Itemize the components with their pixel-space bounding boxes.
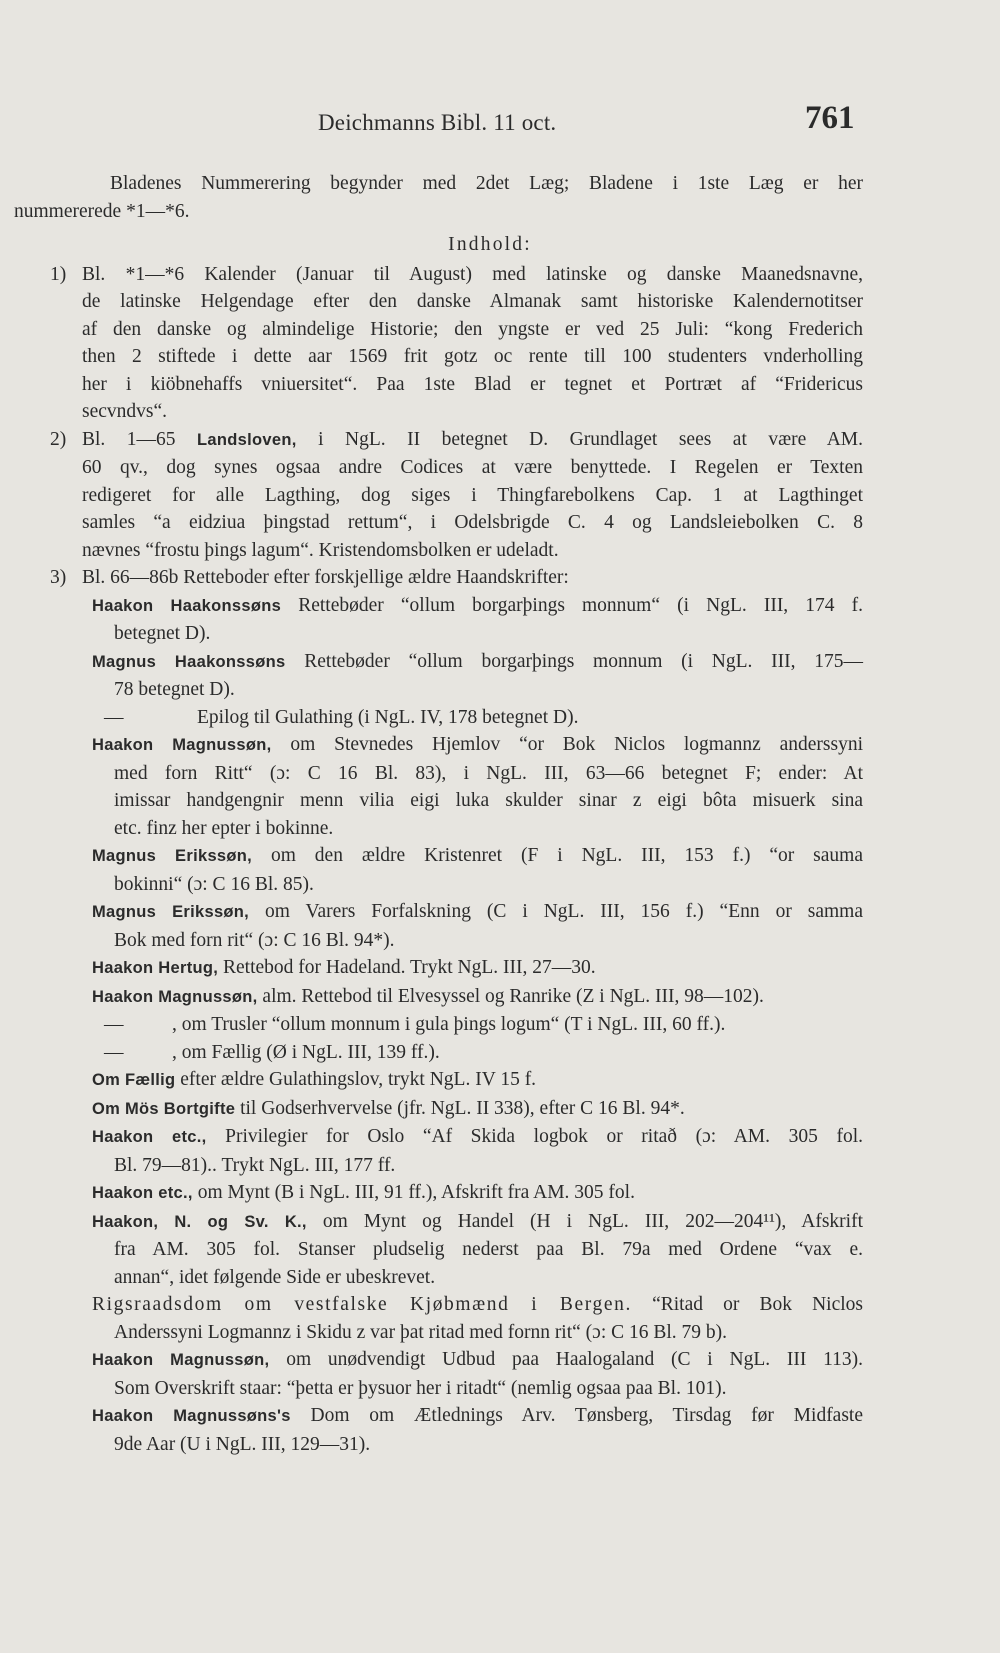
entry-first-line (92, 648, 863, 677)
running-title: Deichmanns Bibl. 11 oct. (318, 110, 557, 135)
item-text-post: i NgL. II betegnet D. Grundlaget sees at være AM. (318, 428, 863, 450)
entry-first-line (92, 704, 863, 732)
entry-continuation-line: bokinni“ (ɔ: C 16 Bl. 85). (114, 873, 314, 895)
contents-item (0, 261, 1000, 426)
entry-text: Dom om Ætlednings Arv. Tønsberg, Tirsdag før Midfaste (310, 1405, 864, 1426)
entry-first-line (92, 1039, 863, 1067)
item-line: Bl. 66—86b Retteboder efter forskjellige ældre Haandskrifter: (82, 567, 569, 588)
entry-text: Rettebod for Hadeland. Trykt NgL. III, 27—30. (223, 957, 596, 978)
item-line: Bl. *1—*6 Kalender (Januar til August) med latinske og danske Maanedsnavne, (82, 263, 863, 285)
item-text-pre: Bl. 1—65 (82, 428, 176, 450)
entry-first-line (92, 983, 863, 1012)
entry-author: Haakon etc., (92, 1184, 193, 1202)
item-line (82, 426, 863, 455)
entry-continuation-line: fra AM. 305 fol. Stanser pludselig nederst paa Bl. 79a med Ordene “vax e. (114, 1239, 863, 1260)
entry-first-line (92, 1291, 863, 1319)
entry-text: , om Trusler “ollum monnum i gula þings logum“ (T i NgL. III, 60 ff.). (172, 1014, 726, 1035)
rettebod-entry (0, 898, 1000, 954)
page-number: 761 (805, 100, 855, 136)
entry-author: Haakon etc., (92, 1128, 207, 1146)
page-body (0, 170, 1000, 1458)
item-text (0, 564, 1000, 592)
entry-first-line (92, 1095, 863, 1124)
entry-text: , om Fællig (Ø i NgL. III, 139 ff.). (172, 1041, 440, 1063)
rettebod-entry (0, 592, 1000, 648)
contents-heading: Indhold: (448, 234, 532, 255)
item-number: 2) (50, 428, 67, 450)
rettebod-entry (0, 1095, 1000, 1124)
entry-text: om Mynt (B i NgL. III, 91 ff.), Afskrift fra AM. 305 fol. (197, 1182, 635, 1203)
rettebod-entry (0, 1346, 1000, 1402)
entry-text: om Varers Forfalskning (C i NgL. III, 156 f.) “Enn or samma (265, 901, 863, 922)
entry-first-line (92, 1123, 863, 1152)
rettebod-entry (0, 1208, 1000, 1292)
entry-spaced-title: Rigsraadsdom om vestfalske Kjøbmænd i Bergen. (92, 1294, 632, 1315)
rettebod-entry (0, 983, 1000, 1012)
item-line: nævnes “frostu þings lagum“. Kristendomsbolken er udeladt. (82, 539, 559, 561)
rettebod-entry (0, 731, 1000, 842)
entry-continuation-line: 78 betegnet D). (114, 679, 235, 700)
entry-first-line (92, 1066, 863, 1095)
rettebod-entry (0, 704, 1000, 732)
item-line: redigeret for alle Lagthing, dog siges i Thingfarebolkens Cap. 1 at Lagthinget (82, 484, 863, 506)
rettebod-entry (0, 954, 1000, 983)
entry-text: Rettebøder “ollum borgarþings monnum“ (i NgL. III, 174 f. (298, 594, 863, 616)
rettebod-entry (0, 648, 1000, 704)
item-number: 3) (50, 567, 67, 588)
entry-text: om den ældre Kristenret (F i NgL. III, 153 f.) “or sauma (270, 845, 863, 866)
rettebod-entry (0, 1291, 1000, 1346)
entry-continuation-line: Bl. 79—81).. Trykt NgL. III, 177 ff. (114, 1154, 396, 1176)
entry-author: Haakon Magnussøn, (92, 736, 272, 754)
rettebod-entry (0, 842, 1000, 898)
entry-continuation-line: imissar handgengnir menn vilia eigi luka skulder sinar z eigi bôta misuerk sina (114, 790, 863, 811)
entry-continuation-line: 9de Aar (U i NgL. III, 129—31). (114, 1433, 371, 1455)
entry-author: Haakon Magnussøn, (92, 1351, 270, 1369)
entry-dash: — (104, 1041, 124, 1063)
contents-item (0, 564, 1000, 592)
entry-text: om Mynt og Handel (H i NgL. III, 202—204¹¹), Afskrift (322, 1210, 864, 1232)
entry-dash: — (104, 706, 124, 728)
entry-continuation-line: etc. finz her epter i bokinne. (114, 817, 334, 839)
entry-continuation-line: med forn Ritt“ (ɔ: C 16 Bl. 83), i NgL. III, 63—66 betegnet F; ender: At (114, 762, 863, 784)
item-text (0, 261, 1000, 426)
entry-first-line (92, 592, 863, 621)
entry-author: Haakon, N. og Sv. K., (92, 1212, 307, 1231)
entry-continuation-line: annan“, idet følgende Side er ubeskrevet. (114, 1266, 436, 1288)
entry-dash: — (104, 1014, 124, 1035)
entry-first-line (92, 1346, 863, 1375)
entry-author: Haakon Magnussøn, (92, 987, 258, 1006)
intro-paragraph (0, 170, 1000, 225)
item-number: 1) (50, 263, 67, 285)
entry-first-line (92, 1179, 863, 1208)
intro-line: nummererede *1—*6. (14, 200, 190, 222)
entry-author: Om Fællig (92, 1071, 176, 1089)
item-line: 60 qv., dog synes ogsaa andre Codices at være benyttede. I Regelen er Texten (82, 457, 863, 478)
entry-author: Haakon Hertug, (92, 959, 219, 977)
entry-text: Epilog til Gulathing (i NgL. IV, 178 betegnet D). (197, 706, 579, 728)
contents-item (0, 426, 1000, 565)
item-line: af den danske og almindelige Historie; den yngste er ved 25 Juli: “kong Frederich (82, 318, 863, 340)
entry-first-line (92, 1011, 863, 1039)
entry-first-line (92, 842, 863, 871)
entry-author: Om Mös Bortgifte (92, 1099, 236, 1118)
item-line: de latinske Helgendage efter den danske Almanak samt historiske Kalendernotitser (82, 291, 863, 312)
rettebod-entry (0, 1066, 1000, 1095)
entry-text: til Godserhvervelse (jfr. NgL. II 338), efter C 16 Bl. 94*. (240, 1097, 685, 1119)
entry-first-line (92, 1208, 863, 1237)
rettebod-entry (0, 1123, 1000, 1179)
entry-continuation-line: betegnet D). (114, 623, 211, 644)
item-line: then 2 stiftede i dette aar 1569 frit gotz oc rente till 100 studenters vnderholling (82, 346, 863, 367)
entry-continuation-line: Anderssyni Logmannz i Skidu z var þat ritad med fornn rit“ (ɔ: C 16 Bl. 79 b). (114, 1321, 728, 1343)
rettebod-list (0, 592, 1000, 1459)
entry-first-line (92, 1402, 863, 1431)
entry-first-line (92, 731, 863, 760)
entry-author: Magnus Erikssøn, (92, 847, 253, 865)
entry-text: Rettebøder “ollum borgarþings monnum (i NgL. III, 175— (304, 650, 864, 672)
rettebod-entry (0, 1179, 1000, 1208)
rettebod-entry (0, 1011, 1000, 1039)
page-header (0, 92, 1000, 142)
item-line: secvndvs“. (82, 401, 168, 422)
item-line: samles “a eidziua þingstad rettum“, i Odelsbrigde C. 4 og Landsleiebolken C. 8 (82, 512, 863, 533)
entry-text: “Ritad or Bok Niclos (652, 1294, 864, 1315)
intro-line: Bladenes Nummerering begynder med 2det Læg; Bladene i 1ste Læg er her (110, 173, 863, 194)
item-bold-title: Landsloven, (197, 430, 297, 449)
rettebod-entry (0, 1402, 1000, 1458)
entry-continuation-line: Som Overskrift staar: “þetta er þysuor her i ritadt“ (nemlig ogsaa paa Bl. 101). (114, 1377, 727, 1399)
entry-text: om unødvendigt Udbud paa Haalogaland (C i NgL. III 113). (286, 1349, 863, 1370)
entry-first-line (92, 898, 863, 927)
item-text (0, 426, 1000, 565)
entry-text: efter ældre Gulathingslov, trykt NgL. IV 15 f. (180, 1069, 537, 1090)
item-line: her i kiöbnehaffs vniuersitet“. Paa 1ste Blad er tegnet et Portræt af “Fridericus (82, 373, 863, 395)
entry-first-line (92, 954, 863, 983)
entry-continuation-line: Bok med forn rit“ (ɔ: C 16 Bl. 94*). (114, 929, 395, 951)
rettebod-entry (0, 1039, 1000, 1067)
entry-author: Haakon Magnussøns's (92, 1407, 291, 1425)
entry-author: Haakon Haakonssøns (92, 596, 282, 615)
entry-author: Magnus Haakonssøns (92, 652, 286, 671)
entry-text: Privilegier for Oslo “Af Skida logbok or ritað (ɔ: AM. 305 fol. (225, 1126, 863, 1147)
entry-text: alm. Rettebod til Elvesyssel og Ranrike (Z i NgL. III, 98—102). (262, 985, 764, 1007)
entry-author: Magnus Erikssøn, (92, 903, 250, 921)
entry-text: om Stevnedes Hjemlov “or Bok Niclos logmannz anderssyni (290, 734, 864, 755)
